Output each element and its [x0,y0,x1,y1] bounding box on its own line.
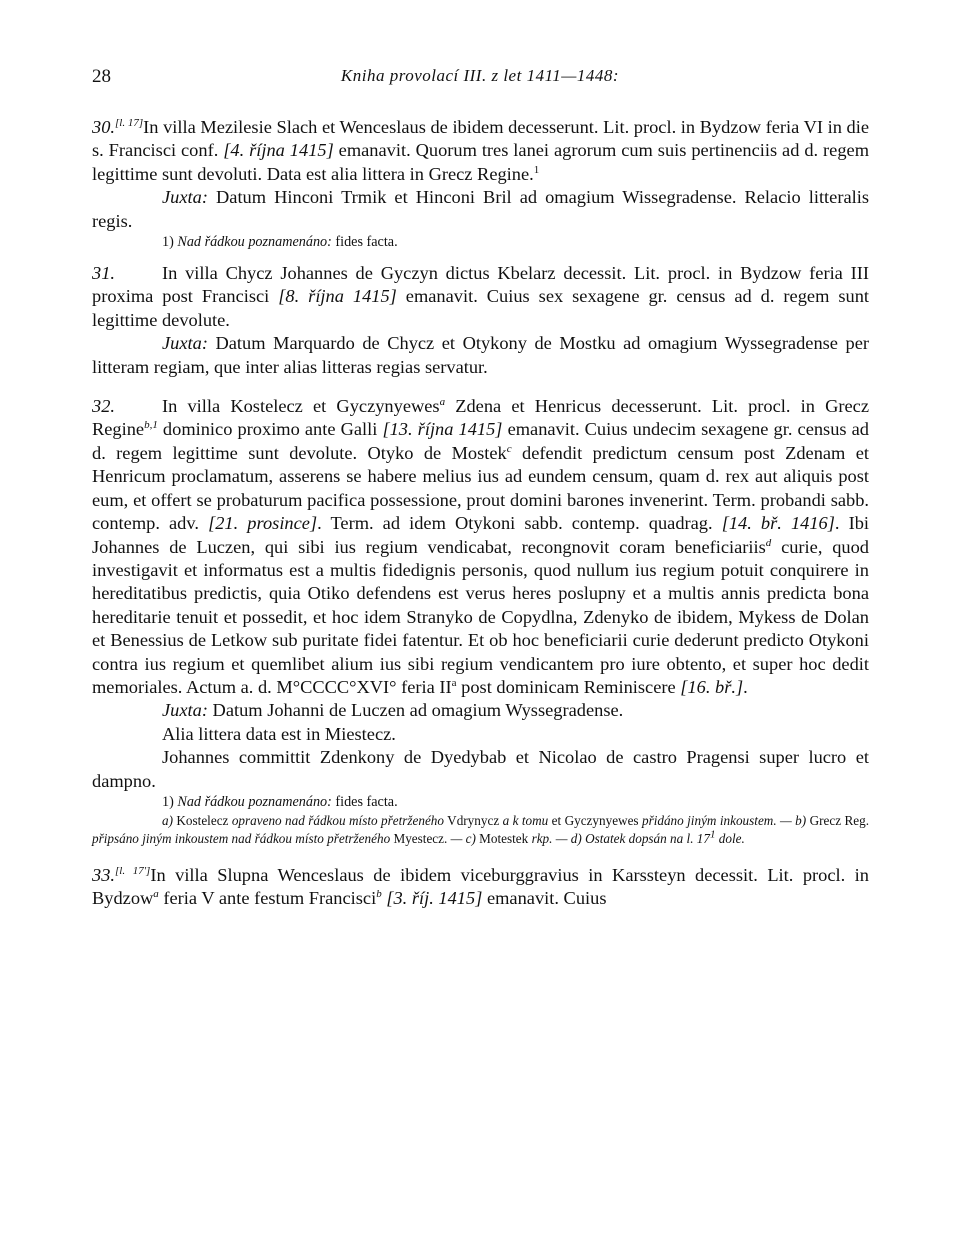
date-note: [4. října 1415] [223,140,334,161]
footnote: 1) Nad řádkou poznamenáno: fides facta. [162,793,398,810]
page-number: 28 [92,66,111,87]
date-note: [21. prosince] [208,513,318,534]
footnote: 1) Nad řádkou poznamenáno: fides facta. [162,234,398,251]
footnote-ref: 1 [533,163,540,176]
page-body [92,116,869,911]
date-note: [16. bř.] [680,676,744,697]
entry-number: 33. [92,864,115,885]
entry-30: 30.[l. 17]In villa Mezilesie Slach et Wenceslaus de ibidem decesserunt. Lit. procl. in Bydzow feria VI in die s. Francisci conf. [4. října 1415] emanavit. Quorum tres lanei agrorum cum suis pertinenciis ad d. regem legittime sunt devoluti. Data est alia littera in Grecz Regine.$^1$ [92,116,870,184]
johannes-line: Johannes committit Zdenkony de Dyedybab et Nicolao de castro Pragensi super lucro et dampno. [92,747,869,791]
folio-ref: [l. 17'] [115,864,151,877]
entry-32: 32. In villa Kostelecz et Gyczynyewes$^a$ Zdena et Henricus decesserunt. Lit. procl. in Grecz Regine$^{b,1}$ dominico proximo ante Galli [13. října 1415] emanavit. Cuius undecim sexagene gr. census ad d. regem legittime sunt devolute. Otyko de Mostek$^c$ defendit predictum censum post Zdenam et Henricum proclamatum, asserens se habere melius ius ad eundem censum, quam d. rex aut aliquis post eum, et offert se probaturum pacifica possessione, prout domini barones invenerint. Term. probandi sabb. contemp. adv. [21. prosince]. Term. ad idem Otykoni sabb. contemp. quadrag. [14. bř. 1416]. Ibi Johannes de Luczen, qui sibi ius regium vendicabat, recongnovit coram beneficiariis$^d$ curie, quod investigavit et informatus est a multis fidedignis personis, quod nullum ius regium potuit conquirere in hereditatibus predictis, quia Otiko defendens est verus heres poslupny et a multis annis predicta bona hereditarie tenuit et possedit, et hoc idem Stranyko de Copydlna, Zdenyko de ibidem, Mykess de Dolan et Benessius de Letkow sub puritate fidei fatentur. Et ob hoc beneficiarii curie dederunt predicto Otykoni contra ius regium et quemlibet alium ius sibi regium vendicantem pro iure obtento, et super hoc dedit memoriales. Actum a. d. M°CCCC°XVI° feria $II^a$ post dominicam Reminiscere [16. bř.]. [92,395,870,697]
entry-number: 32. [92,396,115,417]
entry-33: 33.[l. 17']In villa Slupna Wenceslaus de ibidem viceburggravius in Karssteyn decessit. Lit. procl. in Bydzow$^a$ feria V ante festum Francisci$^b$ [3. říj. 1415] emanavit. Cuius [92,864,869,909]
folio-ref: [l. 17] [115,116,144,129]
juxta-line: Juxta: Datum Marquardo de Chycz et Otykony de Mostku ad omagium Wyssegradense per litteram regiam, que inter alias litteras regias servatur. [92,333,869,377]
critical-apparatus: a) Kostelecz opraveno nad řádkou místo přetrženého Vdrynycz a k tomu et Gyczynyewes přidáno jiným inkoustem. — b) Grecz Reg. připsáno jiným inkoustem nad řádkou místo přetrženého Myestecz. — c) Motestek rkp. — d) Ostatek dopsán na l. $17^1$ dole. [92,812,870,846]
date-note: [13. října 1415] [382,419,503,440]
entry-number: 30. [92,117,115,137]
alia-line: Alia littera data est in Miestecz. [162,723,396,744]
entry-number: 31. [92,263,115,284]
entry-31: 31. In villa Chycz Johannes de Gyczyn dictus Kbelarz decessit. Lit. procl. in Bydzow feria III proxima post Francisci [8. října 1415] emanavit. Cuius sex sexagene gr. census ad d. regem sunt legittime devolute. [92,263,869,330]
date-note: [3. říj. 1415] [386,888,483,909]
juxta-line: Juxta: Datum Hinconi Trmik et Hinconi Bril ad omagium Wissegradense. Relacio litteralis regis. [92,187,869,231]
date-note: [8. října 1415] [278,286,397,307]
juxta-line: Juxta: Datum Johanni de Luczen ad omagium Wyssegradense. [162,700,624,721]
running-title: Kniha provolací III. z let 1411—1448: [340,66,620,85]
page-header [92,66,868,94]
date-note: [14. bř. 1416] [721,513,835,534]
